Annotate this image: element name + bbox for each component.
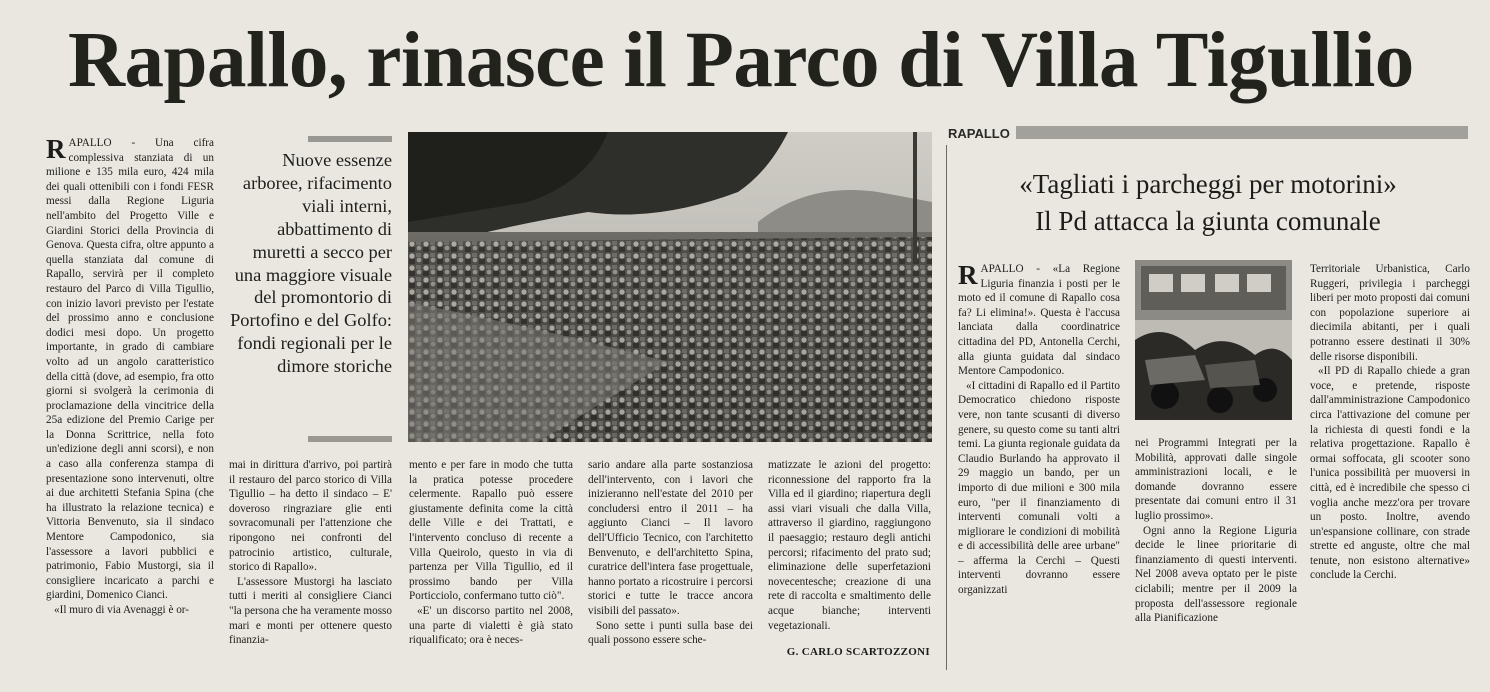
side-article-title: «Tagliati i parcheggi per motorini» (1019, 169, 1397, 199)
scooters-photo (1135, 260, 1292, 420)
deck-rule-top (308, 136, 392, 142)
drop-cap: R (46, 136, 66, 164)
article-paragraph: «E' un discorso partito nel 2008, una parte di vialetti è già stato riqualificato; ora è neces- (409, 604, 573, 647)
side-column-3 (1310, 262, 1470, 667)
side-column-1 (958, 262, 1120, 667)
article-paragraph: APALLO - «La Regione Liguria finanzia i posti per le moto ed il comune di Rapallo cosa fa? Li elimina!». Questa è l'accusa lanciata dalla coordinatrice cittadina del PD, Antonella Cerchi, alla giunta guidata dal sindaco Mentore Campodonico. (958, 263, 1120, 378)
article-subheading: Nuove essenze arboree, rifacimento viali interni, abbattimento di muretti a secco per una maggiore visuale del promontorio di Portofino e del Golfo: fondi regionali per le dimore storiche (230, 150, 392, 377)
article-paragraph: L'assessore Mustorgi ha lasciato tutti i meriti al consigliere Cianci "la persona che ha veramente mosso mari e monti per ottenere questo finanzia- (229, 575, 392, 647)
drop-cap: R (958, 262, 978, 290)
article-paragraph: Territoriale Urbanistica, Carlo Ruggeri, privilegia i parcheggi liberi per moto proposti dai comuni con popolazione superiore ai diecimila abitanti, per i quali potranno essere destinati il 30% delle risorse disponibili. (1310, 263, 1470, 363)
article-column-1 (46, 136, 214, 670)
article-paragraph: «Il muro di via Avenaggi è or- (54, 604, 190, 616)
article-paragraph: «I cittadini di Rapallo ed il Partito Democratico chiedono risposte vere, non tante scusanti di diverso genere, su questo come su tanti altri temi. La giunta regionale guidata da Claudio Burlando ha approvato il 29 maggio un bando, per un importo di due milioni e 300 mila euro, "per il finanziamento di interventi comunali volti a migliorare le condizioni di mobilità e di accessibilità delle aree urbane" – afferma la Cerchi – Questi interventi dovranno essere organizzati (958, 379, 1120, 597)
article-column-5 (768, 458, 931, 642)
article-paragraph: Ogni anno la Regione Liguria decide le linee prioritarie di finanziamento di questi interventi. Nel 2008 aveva optato per le piste ciclabili; mentre per il 2009 la proposta dell'assessore regionale alla Pianificazione (1135, 524, 1297, 625)
article-column-2 (229, 458, 392, 670)
side-article-subtitle: Il Pd attacca la giunta comunale (1035, 206, 1381, 236)
section-kicker: RAPALLO (948, 126, 1016, 142)
article-paragraph: mai in dirittura d'arrivo, poi partirà il restauro del parco storico di Villa Tigullio – ha detto il sindaco – E' doveroso ringraziare glie enti sovracomunali per l'attenzione che ripongono nei confronti del patrocinio artistico, culturale, storico di Rapallo». (229, 459, 392, 574)
article-column-3 (409, 458, 573, 670)
crowd-photo (408, 132, 932, 442)
article-paragraph: Sono sette i punti sulla base dei quali possono essere sche- (588, 619, 753, 647)
article-paragraph: matizzate le azioni del progetto: riconnessione del rapporto fra la Villa ed il giardino; riapertura degli assi viari visuali che dalla Villa, attraverso il giardino, raggiungono il paesaggio; restauro degli antichi percorsi; rifacimento del prato sud; eliminazione delle superfetazioni novecentesche; creazione di una rete di raccolta e smaltimento delle acque bianche; interventi vegetazionali. (768, 459, 931, 632)
kicker-rule (948, 126, 1468, 139)
article-paragraph: sario andare alla parte sostanziosa dell'intervento, con i lavori che inizieranno nell'estate del 2010 per concludersi entro il 2011 – ha aggiunto Cianci – Il lavoro dell'Ufficio Tecnico, con l'architetto Benvenuto, e dell'architetto Spina, curatrice dell'intera fase progettuale, hanno portato a ricostruire i percorsi storici e tutte le tracce ancora visibili del passato». (588, 459, 753, 617)
article-column-4 (588, 458, 753, 670)
deck-rule-bottom (308, 436, 392, 442)
box-divider (946, 145, 947, 670)
page-headline: Rapallo, rinasce il Parco di Villa Tigullio (68, 17, 1414, 104)
article-paragraph: mento e per fare in modo che tutta la pratica potesse procedere celermente. Rapallo può essere giustamente definita come la città delle Ville e dei Trattati, e l'intervento concluso di recente a Villa Queirolo, questo in via di partenza per Villa Tigullio, ed il prossimo bando per Villa Porticciolo, confermano tutto ciò". (409, 459, 573, 603)
article-paragraph: APALLO - Una cifra complessiva stanziata di un milione e 135 mila euro, 424 mila dei quali ottenibili con i fondi FESR messi dalla Regione Liguria nell'ambito del Progetto Ville e Giardini Storici della Provincia di Genova. Questa cifra, oltre appunto a quella stanziata dal comune di Rapallo, servirà per il completo restauro del Parco di Villa Tigullio, con inizio lavori previsto per l'estate del prossimo anno e conclusione dodici mesi dopo. Un progetto importante, in grado di cambiare volto ad un angolo caratteristico della città (dove, ad esempio, fra otto giorni si svolgerà la cerimonia di proclamazione della vincitrice della 25a edizione del Premio Carige per la Donna Scrittrice, nella foto un'edizione degli anni scorsi), e non a caso alla conferenza stampa di presentazione sono intervenuti, oltre ai due architetti Stefania Spina (che ha illustrato la relazione tecnica) e Vittoria Benvenuto, sia il sindaco Mentore Campodonico, sia l'assessore a lavori pubblici e patrimonio, Fabio Mustorgi, sia il consigliere incaricato a parchi e giardini, Domenico Cianci. (46, 137, 214, 602)
side-column-2 (1135, 436, 1297, 666)
article-paragraph: «Il PD di Rapallo chiede a gran voce, e pretende, risposte dall'amministrazione Campodonico circa l'attivazione del comune per la richiesta di questi fondi e la relativa progettazione. Rapallo è ormai soffocata, gli scooter sono l'unica possibilità per muoversi in città, ed è incredibile che spesso ci voglia anche mezz'ora per trovare un posto. Inoltre, avendo un'espansione collinare, con strade strette ed anguste, oltre che mal tenute, non esistono alternative» conclude la Cerchi. (1310, 365, 1470, 582)
author-byline: G. CARLO SCARTOZZONI (786, 646, 930, 658)
article-paragraph: nei Programmi Integrati per la Mobilità, approvati dalle singole amministrazioni locali, e le domande dovranno essere presentate dai comuni entro il 31 luglio prossimo». (1135, 437, 1297, 522)
